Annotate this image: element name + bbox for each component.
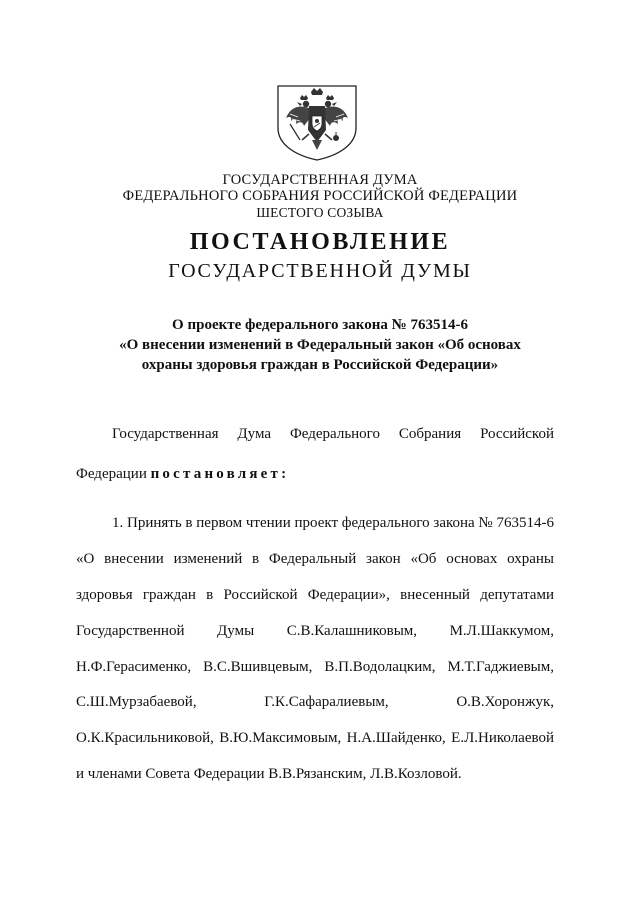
- item1-line-7: О.К.Красильниковой, В.Ю.Максимовым, Н.А.Шайденко, Е.Л.Николаевой: [76, 730, 554, 746]
- item1-line-4: Государственной Думы С.В.Калашниковым, М.Л.Шаккумом,: [76, 623, 554, 639]
- subject-line-2: «О внесении изменений в Федеральный закон «Об основах: [119, 337, 521, 353]
- double-headed-eagle-icon: [276, 84, 358, 162]
- preamble-line-2: [76, 464, 554, 484]
- item1-line-2: «О внесении изменений в Федеральный закон «Об основах охраны: [76, 551, 554, 567]
- item1-line-8: и членами Совета Федерации В.В.Рязанским, Л.В.Козловой.: [76, 766, 462, 782]
- item1-line-6: С.Ш.Мурзабаевой, Г.К.Сафаралиевым, О.В.Хоронжук,: [76, 694, 554, 710]
- convocation: ШЕСТОГО СОЗЫВА: [256, 205, 384, 220]
- item1-line-3: здоровья граждан в Российской Федерации», внесенный депутатами: [76, 587, 554, 603]
- resolution-verb: постановляет:: [150, 466, 290, 482]
- document-type-title: ПОСТАНОВЛЕНИЕ: [189, 229, 451, 255]
- coat-of-arms-emblem: [276, 84, 358, 162]
- item1-line-5: Н.Ф.Герасименко, В.С.Вшивцевым, В.П.Водолацким, М.Т.Гаджиевым,: [76, 659, 554, 675]
- item1-line-1: 1. Принять в первом чтении проект федерального закона № 763514-6: [112, 515, 554, 531]
- document-issuer-subtitle: ГОСУДАРСТВЕННОЙ ДУМЫ: [168, 260, 472, 282]
- preamble-prefix: Федерации: [76, 466, 151, 482]
- subject-line-3: охраны здоровья граждан в Российской Федерации»: [141, 357, 499, 373]
- duma-name: ГОСУДАРСТВЕННАЯ ДУМА: [222, 172, 418, 188]
- preamble-line-1: Государственная Дума Федерального Собрания Российской: [112, 426, 554, 442]
- subject-line-1: О проекте федерального закона № 763514-6: [172, 317, 468, 333]
- federal-assembly-name: ФЕДЕРАЛЬНОГО СОБРАНИЯ РОССИЙСКОЙ ФЕДЕРАЦИИ: [122, 188, 518, 204]
